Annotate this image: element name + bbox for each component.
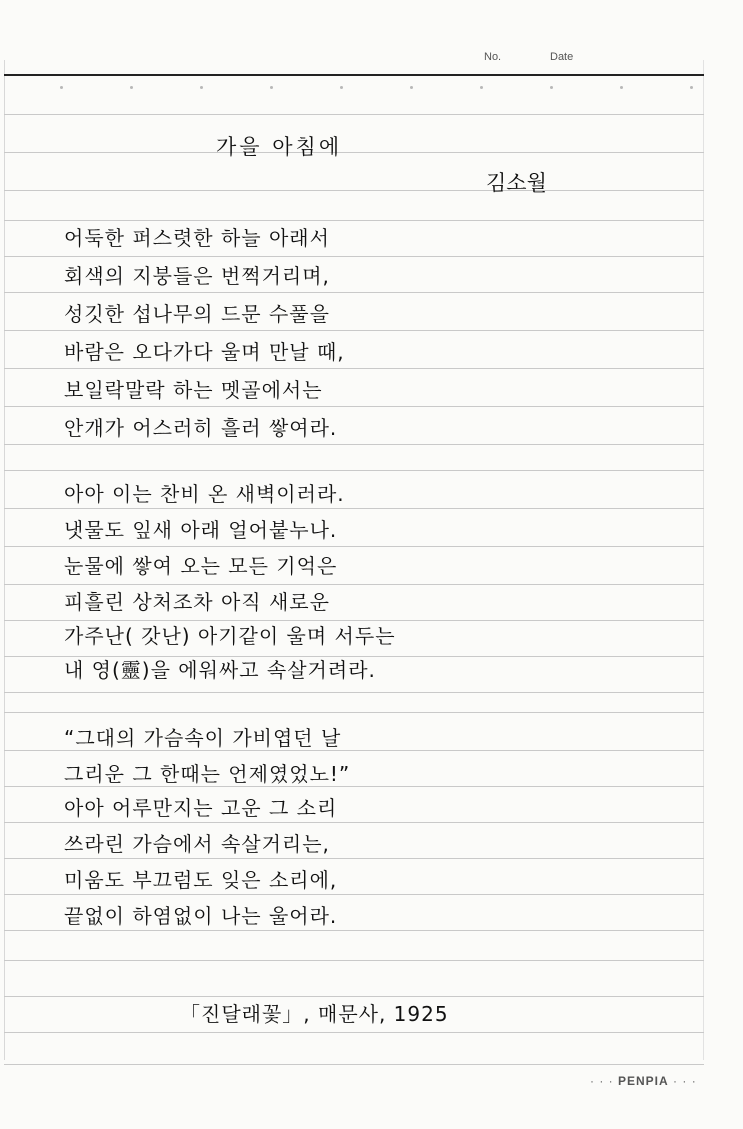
brand-footer (590, 1074, 697, 1088)
ruled-line (4, 190, 704, 191)
poem-line: 그리운 그 한때는 언제였었노!” (64, 762, 351, 786)
brand-dots-left: · · · (590, 1074, 614, 1088)
poem-line: 끝없이 하염없이 나는 울어라. (64, 904, 338, 928)
ruled-line (4, 1064, 704, 1065)
brand-logo: PENPIA (618, 1074, 669, 1088)
ruled-line (4, 960, 704, 961)
ruler-dot (690, 86, 693, 89)
left-margin-line (4, 60, 5, 1060)
ruler-dot (550, 86, 553, 89)
poem-line: 쓰라린 가슴에서 속살거리는, (64, 832, 330, 856)
poem-line: 안개가 어스러히 흘러 쌓여라. (64, 416, 338, 440)
header-date-label: Date (550, 51, 574, 63)
ruler-dot (200, 86, 203, 89)
poem-line: 아아 어루만지는 고운 그 소리 (64, 796, 338, 820)
poem-line: 성깃한 섭나무의 드문 수풀을 (64, 302, 330, 326)
poem-line: 보일락말락 하는 멧골에서는 (64, 378, 323, 402)
ruler-dot (130, 86, 133, 89)
ruled-line (4, 256, 704, 257)
ruler-dot (480, 86, 483, 89)
right-edge-line (703, 60, 704, 1060)
ruler-dot (620, 86, 623, 89)
header-rule (4, 74, 704, 76)
ruled-line (4, 470, 704, 471)
poem-line: 눈물에 쌓여 오는 모든 기억은 (64, 554, 338, 578)
poem-line: “그대의 가슴속이 가비엽던 날 (64, 726, 342, 750)
ruler-dot (340, 86, 343, 89)
poem-line: 내 영(靈)을 에워싸고 속살거려라. (64, 658, 376, 682)
poem-line: 아아 이는 찬비 온 새벽이러라. (64, 482, 345, 506)
ruled-line (4, 152, 704, 153)
poem-line: 냇물도 잎새 아래 얼어붙누나. (64, 518, 338, 542)
ruler-dot (410, 86, 413, 89)
poem-line: 피흘린 상처조차 아직 새로운 (64, 590, 330, 614)
poem-line: 바람은 오다가다 울며 만날 때, (64, 340, 345, 364)
ruled-line (4, 1032, 704, 1033)
ruled-line (4, 114, 704, 115)
ruler-dot (60, 86, 63, 89)
poem-title: 가을 아침에 (216, 135, 343, 159)
poem-line: 가주난( 갓난) 아기같이 울며 서두는 (64, 624, 396, 648)
brand-dots-right: · · · (673, 1074, 697, 1088)
poem-line: 회색의 지붕들은 번쩍거리며, (64, 264, 330, 288)
poem-line: 미움도 부끄럼도 잊은 소리에, (64, 868, 338, 892)
poem-source: 「진달래꽃」, 매문사, 1925 (180, 1002, 449, 1026)
ruled-line (4, 692, 704, 693)
poem-line: 어둑한 퍼스렷한 하늘 아래서 (64, 226, 330, 250)
ruled-line (4, 712, 704, 713)
ruler-dot (270, 86, 273, 89)
poem-author: 김소월 (486, 171, 547, 195)
header-no-label: No. (484, 51, 502, 63)
